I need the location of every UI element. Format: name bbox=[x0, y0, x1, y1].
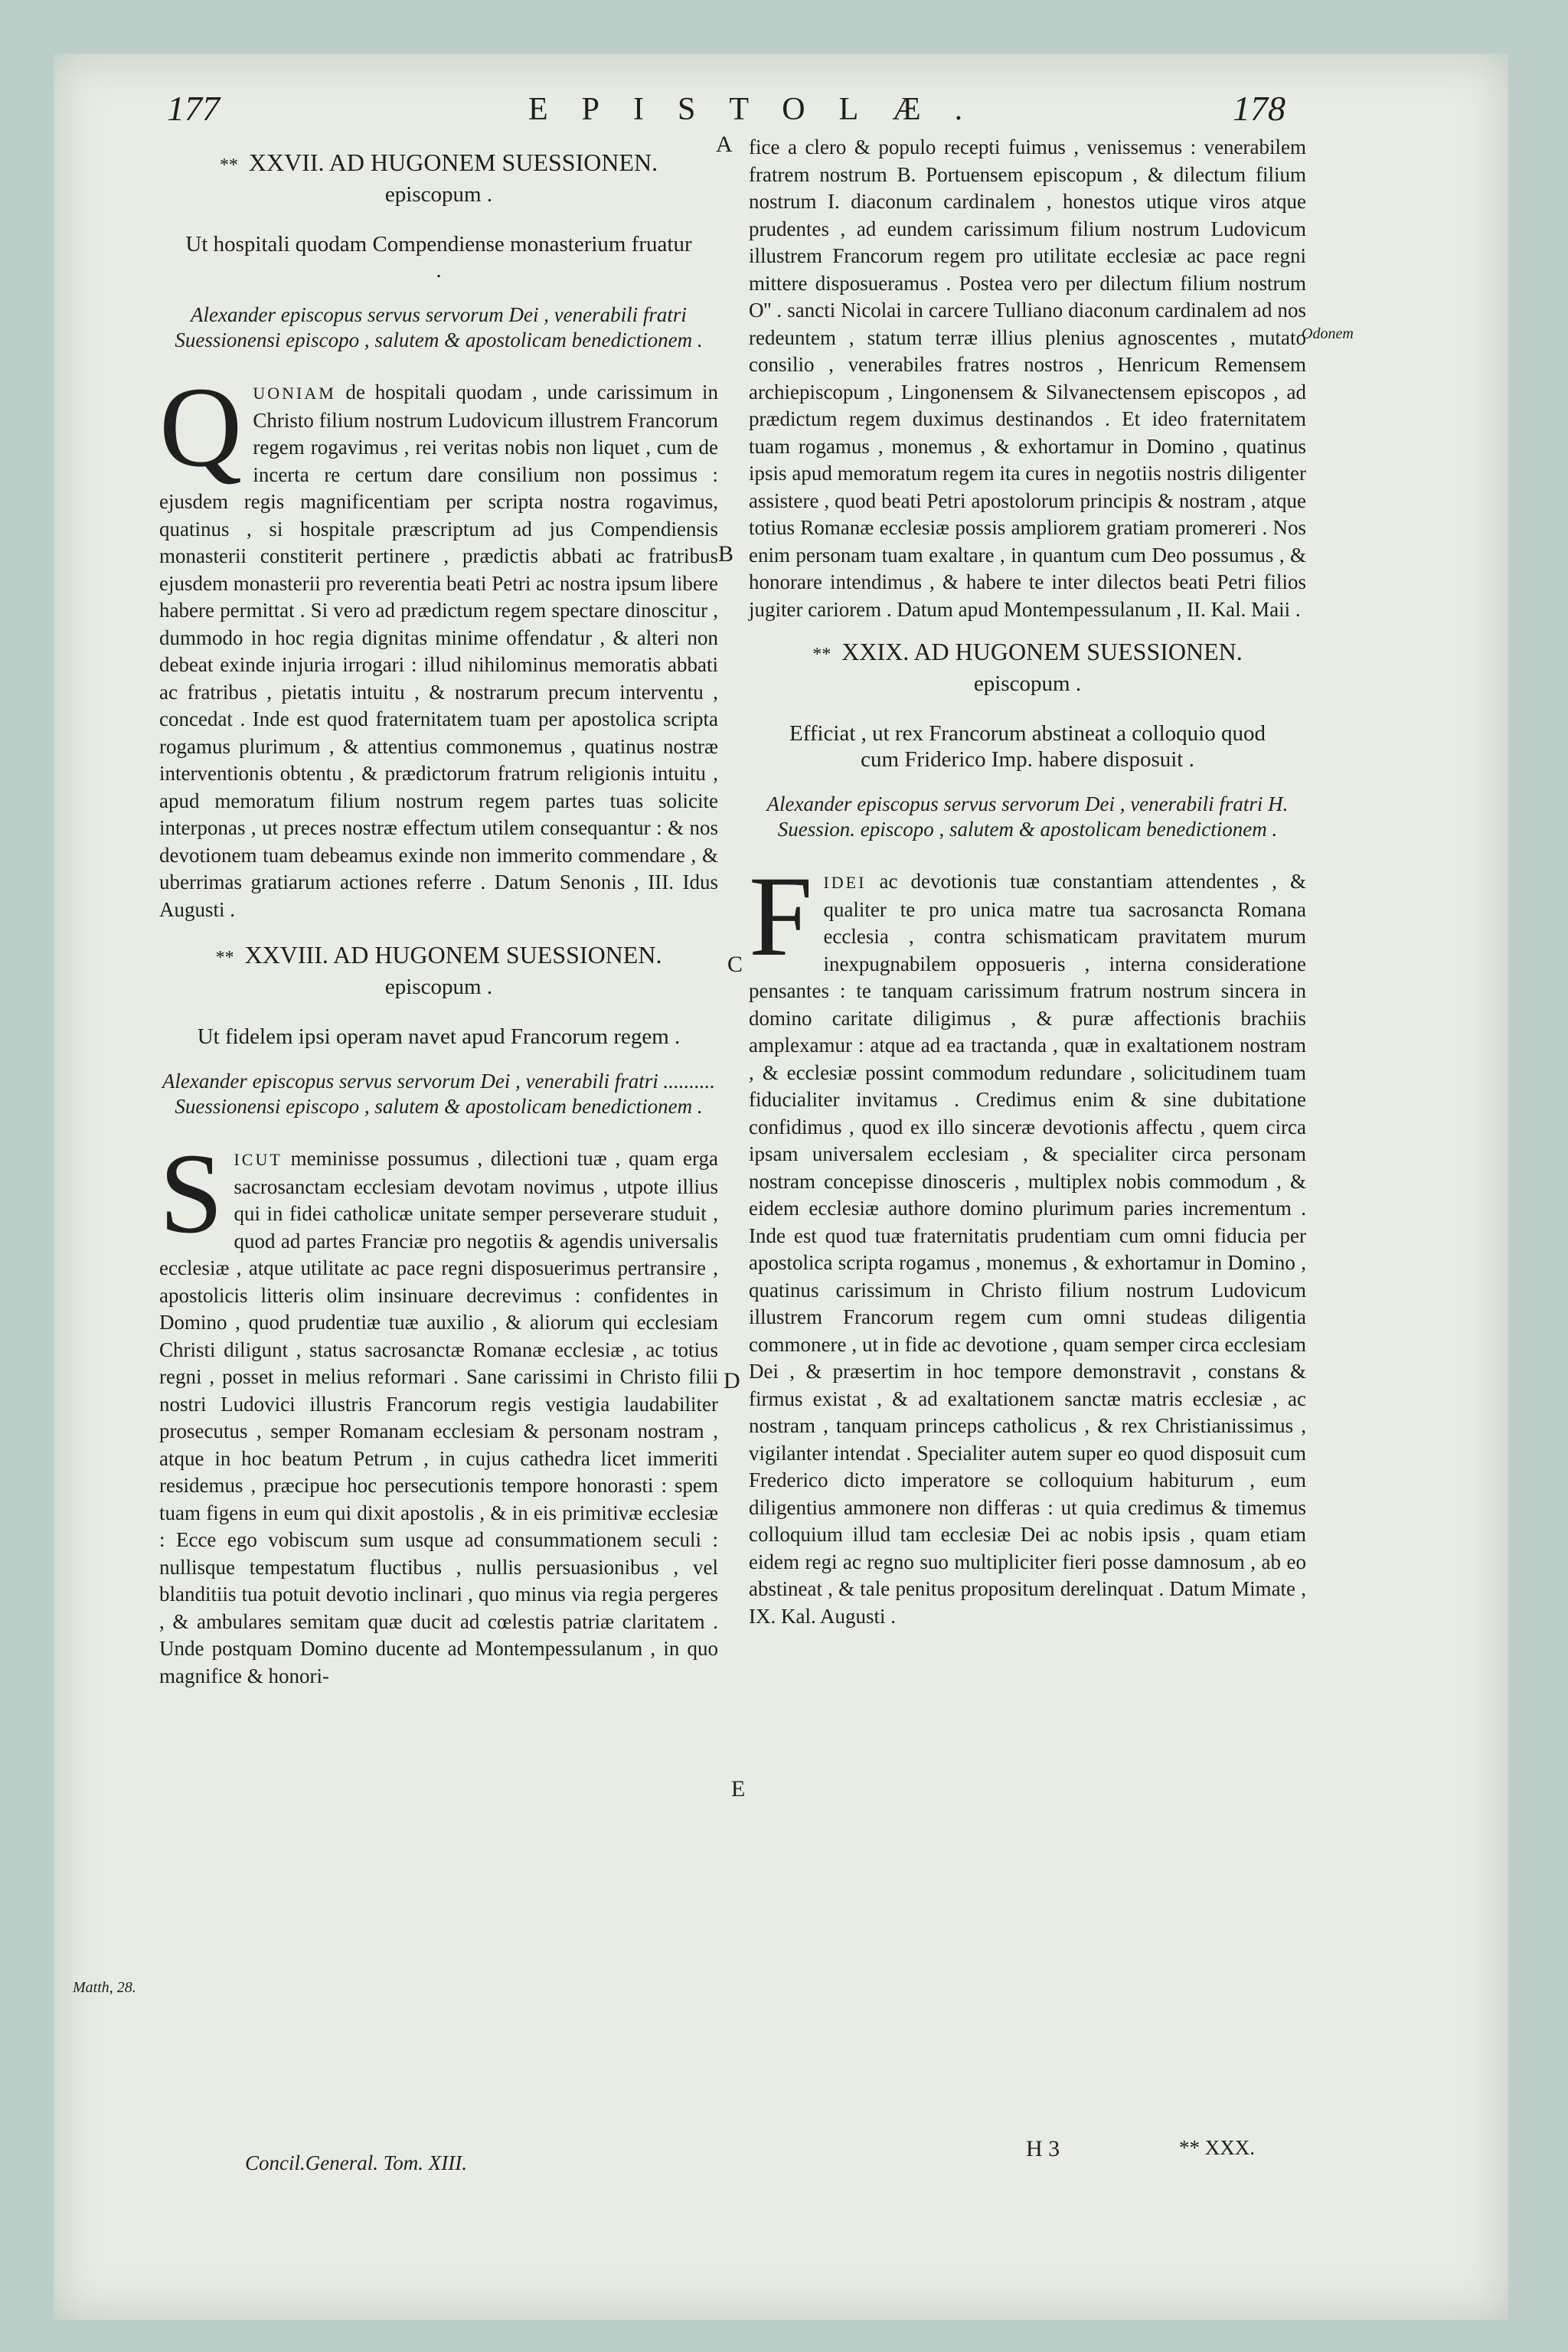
letter-heading: ** XXVII. AD HUGONEM SUESSIONEN. bbox=[219, 149, 658, 176]
letter-27 bbox=[159, 149, 718, 923]
letter-summary: Ut hospitali quodam Compendiense monasterium fruatur . bbox=[185, 232, 692, 283]
letter-28 bbox=[159, 942, 718, 1690]
letter-heading-sub: episcopum . bbox=[384, 974, 493, 999]
letter-heading-sub: episcopum . bbox=[973, 671, 1082, 696]
margin-letter-d: D bbox=[724, 1368, 740, 1393]
letter-29 bbox=[749, 639, 1306, 1630]
catchword: ** XXX. bbox=[1179, 2136, 1255, 2159]
letter-summary: Efficiat , ut rex Francorum abstineat a colloquio quod cum Friderico Imp. habere disposuit . bbox=[789, 721, 1266, 772]
letter-address: Alexander episcopus servus servorum Dei , venerabili fratri H. Suession. episcopo , salutem & apostolicam benedictionem . bbox=[766, 792, 1289, 841]
letter-heading: ** XXVIII. AD HUGONEM SUESSIONEN. bbox=[215, 941, 662, 969]
footer-source: Concil.General. Tom. XIII. bbox=[245, 2151, 467, 2174]
page-number-left: 177 bbox=[167, 89, 220, 128]
drop-cap: F bbox=[749, 853, 813, 980]
margin-letter-e: E bbox=[731, 1776, 746, 1802]
left-column bbox=[159, 134, 718, 1690]
margin-note-odonem: Odonem bbox=[1302, 325, 1354, 342]
letter-heading: ** XXIX. AD HUGONEM SUESSIONEN. bbox=[812, 638, 1243, 665]
letter-continuation: fice a clero & populo recepti fuimus , venissemus : venerabilem fratrem nostrum B. Portuensem episcopum , & dilectum filium nostrum I. diaconum cardinalem , honestos utique viros atque prudentes , ad eundem carissimum filium nostrum Ludovicum illustrem Francorum regem pro utilitate ecclesiæ ac pace regni mittere disposueramus . Postea vero per dilectum filium nostrum O'' . sancti Nicolai in carcere Tulliano diaconum cardinalem ad nos redeuntem , statum terræ illius plenius agnoscentes , mutato consilio , venerabiles fratres nostros , Henricum Remensem archiepiscopum , Lingonensem & Silvanectensem episcopos , ad prædictum regem duximus destinandos . Et ideo fraternitatem tuam rogamus , monemus , & exhortamur in Domino , quatinus ipsis apud memoratum regem ita cures in negotiis nostris diligenter assistere , quod beati Petri apostolorum principis & nostram , atque totius Romanæ ecclesiæ possis ampliorem gratiam promereri . Nos enim personam tuam exaltare , in quantum cum Deo possumus , & honorare intendimus , & habere te inter dilectos beati Petri filios jugiter cariorem . Datum apud Montempessulanum , II. Kal. Maii . bbox=[749, 136, 1306, 621]
letter-body: SICUT meminisse possumus , dilectioni tuæ , quam erga sacrosanctam ecclesiam devotam novimus , utpote illius qui in fidei catholicæ unitate semper perseverare studuit , quod ad partes Franciæ pro negotiis & agendis universalis ecclesiæ , atque utilitate ac pace regni disposuerimus pertransire , apostolicis litteris olim insinuare decrevimus : confidentes in Domino , quod prudentiæ tuæ auxilio , & aliorum qui ecclesiam Christi diligunt , status sacrosanctæ Romanæ ecclesiæ , ac totius regni , posset in melius reformari . Sane carissimi in Christo filii nostri Ludovici illustris Francorum regis vestigia laudabiliter prosecutus , semper Romanam ecclesiam & personam nostram , atque in hoc beatum Petrum , in cujus cathedra licet immeriti residemus , præcipue hoc persecutionis tempore honorasti : spem tuam figens in eum qui dixit apostolis , & in eis primitivæ ecclesiæ : Ecce ego vobiscum sum usque ad consummationem seculi : nullisque tempestatum fluctibus , nullis persuasionibus , vel blanditiis tua potuit devotio inclinari , quo minus via regia pergeres , & ambulares semitam quæ ducit ad cœlestis patriæ claritatem . Unde postquam Domino ducente ad Montempessulanum , in quo magnifice & honori- bbox=[159, 1130, 718, 1687]
margin-letter-a: A bbox=[716, 132, 733, 157]
letter-body: QUONIAM de hospitali quodam , unde carissimum in Christo filium nostrum Ludovicum illustrem Francorum regem rogavimus , rei veritas nobis non liquet , cum de incerta re certum dare consilium non possimus : ejusdem regis magnificentiam per scripta nostra rogavimus, quatinus , si hospitale præscriptum ad jus Compendiensis monasterii constiterit pertinere , prædictis abbati ac fratribus ejusdem monasterii pro reverentia beati Petri ac nostra ipsum libere habere permittat . Si vero ad prædictum regem spectare dinoscitur , dummodo in hoc regia dignitas minime offendatur , & alteri non debeat exinde injuria irrogari : illud nihilominus memoratis abbati ac fratribus , pietatis intuitu , & nostrarum precum interventu , concedat . Inde est quod fraternitatem tuam per apostolica scripta rogamus plurimum , & attentius commonemus , quatinus nostræ interventionis obtentu , & prædictorum fratrum religionis intuitu , apud memoratum filium nostrum regem partes tuas solicite interponas , ut preces nostræ effectum utilem consequantur : & nos devotionem tuam debeamus exinde non immerito commendare , & uberrimas gratiarum actiones referre . Datum Senonis , III. Idus Augusti . bbox=[159, 364, 718, 921]
letter-summary: Ut fidelem ipsi operam navet apud Francorum regem . bbox=[197, 1024, 681, 1049]
running-title: EPISTOLÆ. bbox=[528, 92, 997, 127]
running-header bbox=[0, 88, 1568, 134]
letter-body: FIDEI ac devotionis tuæ constantiam attendentes , & qualiter te pro unica matre tua sacrosancta Romana ecclesia , contra schismaticam pravitatem murum inexpugnabilem opposueris , interna consideratione pensantes : te tanquam carissimum fratrum nostrum sincera in domino caritate diligimus , & puræ affectionis brachiis amplexamur : atque ad ea tractanda , quæ in exaltationem nostram , & ecclesiæ possint commodum redundare , solicitudinem tuam fiducialiter invitamus . Credimus enim & sine dubitatione confidimus , quod ex illo sinceræ devotionis affectu , quem circa ipsam universalem ecclesiam , & specialiter circa personam nostram concepisse dinosceris , multiplex nobis commodum , & eidem ecclesiæ authore domino plurimum paries incrementum . Inde est quod tuæ fraternitatis prudentiam cum omni fiducia per apostolica scripta rogamus , monemus , & exhortamur in Domino , quatinus carissimum in Christo filium nostrum Ludovicum illustrem Francorum regem cum omni studeas diligentia commonere , ut in fide ac devotione , quam semper circa ecclesiam Dei , & præsertim in hoc tempore demonstravit , constans & firmus existat , & ad exaltationem sanctæ matris ecclesiæ , ac nostram , tanquam princeps catholicus , & rex Christianissimus , vigilanter intendat . Specialiter autem super eo quod disposuit cum Frederico dicto imperatore se colloquium habiturum , eum diligentius ammonere non differas : ut quia credimus & timemus colloquium illud tam ecclesiæ Dei ac nobis ipsis , quam etiam eidem regi ac regno suo multipliciter fieri posse damnosum , ab eo abstineat , & tale penitus propositum derelinquat . Datum Mimate , IX. Kal. Augusti . bbox=[749, 853, 1306, 1628]
page-number-right: 178 bbox=[1233, 89, 1285, 128]
margin-letter-b: B bbox=[718, 541, 734, 567]
letter-address: Alexander episcopus servus servorum Dei , venerabili fratri .......... Suessionensi episcopo , salutem & apostolicam benedictionem . bbox=[162, 1070, 716, 1118]
drop-cap: Q bbox=[159, 364, 243, 491]
signature-mark: H 3 bbox=[1026, 2136, 1060, 2161]
drop-cap: S bbox=[159, 1130, 224, 1257]
margin-letter-c: C bbox=[727, 952, 743, 977]
margin-note-matthew: Matth, 28. bbox=[73, 1979, 136, 1996]
right-column bbox=[749, 134, 1306, 1630]
letter-address: Alexander episcopus servus servorum Dei , venerabili fratri Suessionensi episcopo , salutem & apostolicam benedictionem . bbox=[175, 303, 703, 351]
letter-heading-sub: episcopum . bbox=[384, 181, 493, 207]
